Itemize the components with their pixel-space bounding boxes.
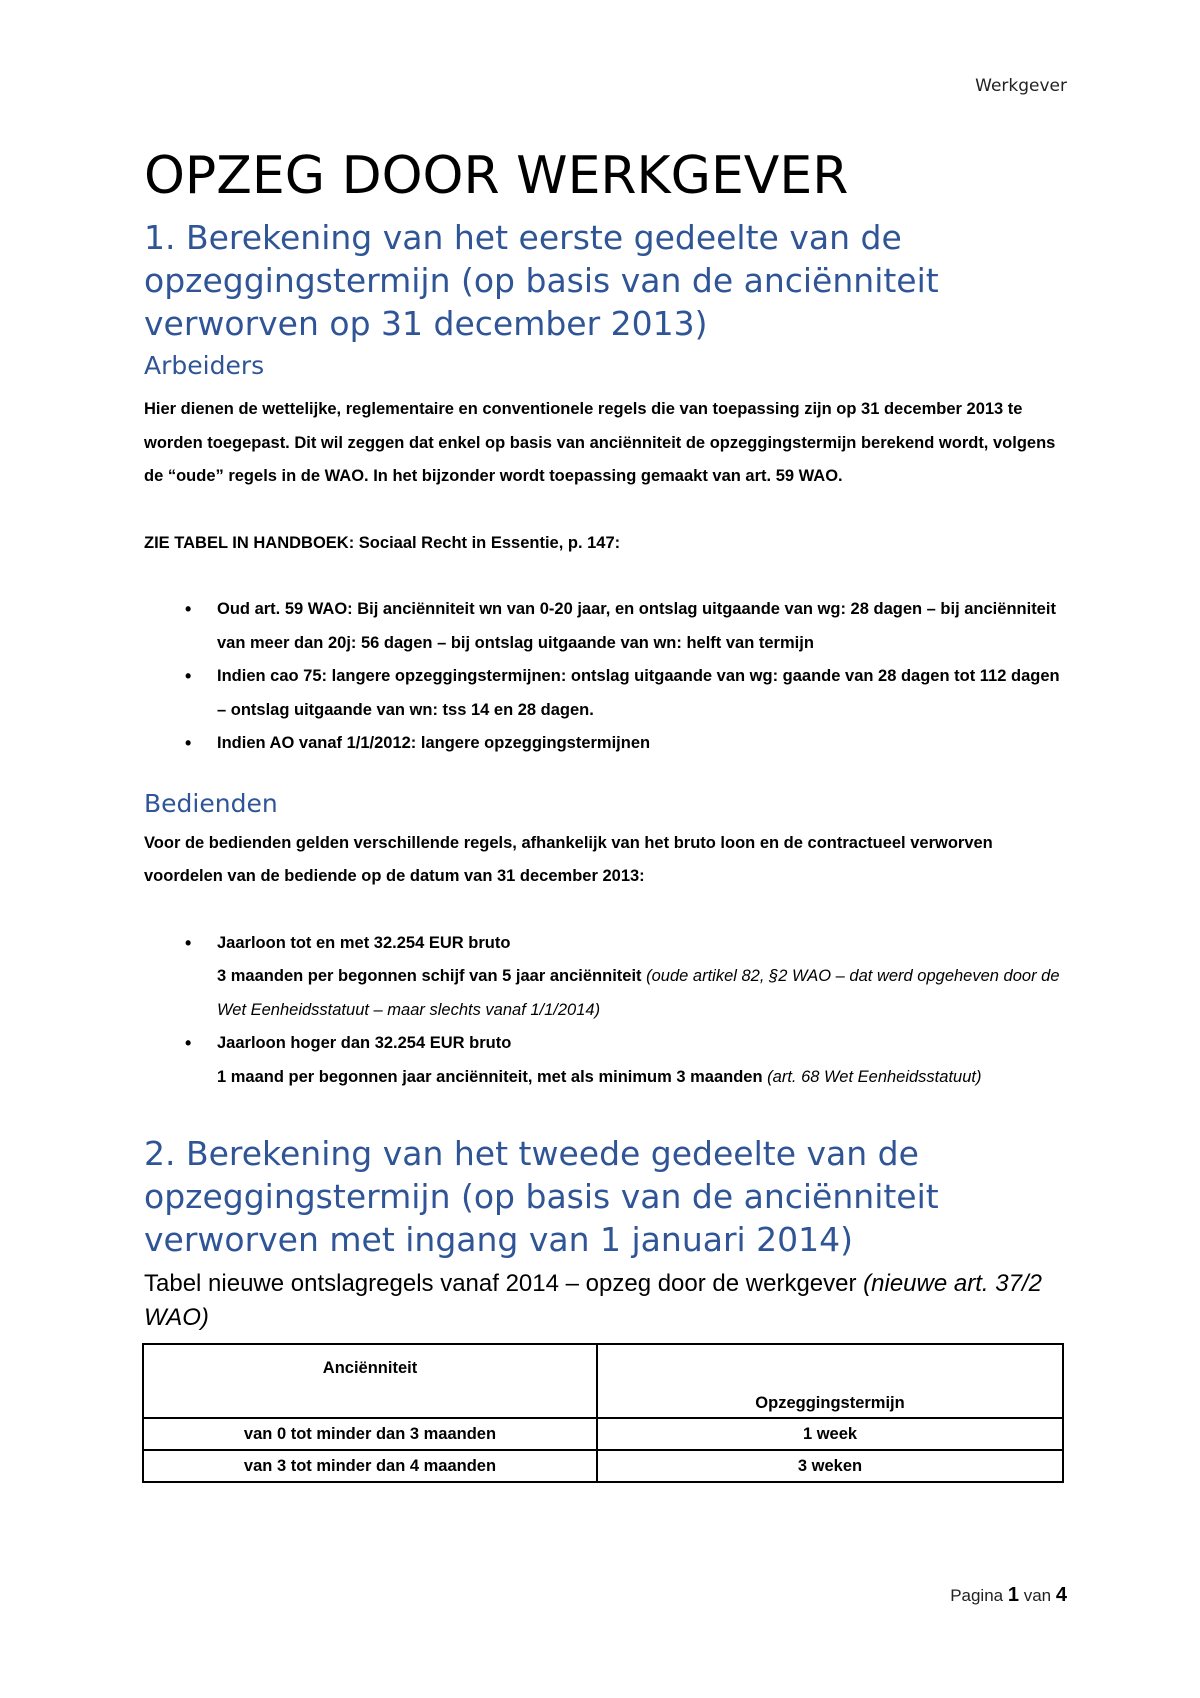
page-header: Werkgever: [975, 76, 1067, 96]
document-title: OPZEG DOOR WERKGEVER: [144, 146, 849, 206]
table-cell: 1 week: [597, 1418, 1063, 1450]
total-page-count: 4: [1055, 1584, 1067, 1606]
section-1-heading: 1. Berekening van het eerste gedeelte van de opzeggingstermijn (op basis van de anciënniteit verworven op 31 december 2013): [144, 218, 939, 343]
arbeiders-intro: Hier dienen de wettelijke, reglementaire en conventionele regels die van toepassing zijn op 31 december 2013 te worden toegepast. Dit wil zeggen dat enkel op basis van anciënniteit de opzeggingstermijn berekend wordt, volgens de “oude” regels in de WAO. In het bijzonder wordt toepassing gemaakt van art. 59 WAO.: [144, 400, 1056, 485]
table-cell: van 3 tot minder dan 4 maanden: [143, 1450, 597, 1482]
table-title: Tabel nieuwe ontslagregels vanaf 2014 – opzeg door de werkgever (nieuwe art. 37/2 WAO): [144, 1270, 1042, 1331]
bullet-icon: •: [185, 733, 192, 753]
section-2-heading: 2. Berekening van het tweede gedeelte van de opzeggingstermijn (op basis van de anciënniteit verworven met ingang van 1 januari 2014): [144, 1134, 939, 1259]
bedienden-intro: Voor de bedienden gelden verschillende regels, afhankelijk van het bruto loon en de contractueel verworven voordelen van de bediende op de datum van 31 december 2013:: [144, 833, 993, 885]
current-page-number: 1: [1007, 1584, 1019, 1606]
table-cell: van 0 tot minder dan 3 maanden: [143, 1418, 597, 1450]
bullet-icon: •: [185, 932, 192, 953]
bullet-icon: •: [185, 1033, 192, 1053]
handbook-reference: ZIE TABEL IN HANDBOEK: Sociaal Recht in Essentie, p. 147:: [144, 533, 621, 552]
bedienden-bullet-list: [144, 927, 1064, 1095]
document-body: [144, 144, 1064, 1483]
notice-period-table: [142, 1343, 1064, 1483]
bullet-icon: •: [185, 599, 192, 619]
arbeiders-heading: Arbeiders: [144, 351, 265, 380]
bedienden-heading: Bedienden: [144, 788, 278, 818]
table-cell: 3 weken: [597, 1450, 1063, 1482]
table-header-cell: Anciënniteit: [143, 1344, 597, 1418]
list-item: • Indien AO vanaf 1/1/2012: langere opzeggingstermijnen: [144, 727, 1064, 761]
list-item: • Indien cao 75: langere opzeggingstermijnen: ontslag uitgaande van wg: gaande van 28 dagen tot 112 dagen – ontslag uitgaande van wn: tss 14 en 28 dagen.: [144, 660, 1064, 727]
list-item: • Jaarloon tot en met 32.254 EUR bruto 3 maanden per begonnen schijf van 5 jaar anciënniteit (oude artikel 82, §2 WAO – dat werd opgeheven door de Wet Eenheidsstatuut – maar slechts vanaf 1/1/2014): [144, 927, 1064, 1028]
table-row: [143, 1450, 1063, 1482]
arbeiders-bullet-list: [144, 593, 1064, 761]
table-header-cell: Opzeggingstermijn: [597, 1344, 1063, 1418]
bullet-icon: •: [185, 666, 192, 686]
table-row: [143, 1418, 1063, 1450]
page-footer: Pagina 1 van 4: [950, 1584, 1067, 1606]
table-header-row: [143, 1344, 1063, 1418]
list-item: • Oud art. 59 WAO: Bij anciënniteit wn van 0-20 jaar, en ontslag uitgaande van wg: 28 dagen – bij anciënniteit van meer dan 20j: 56 dagen – bij ontslag uitgaande van wn: helft van termijn: [144, 593, 1064, 660]
list-item: • Jaarloon hoger dan 32.254 EUR bruto 1 maand per begonnen jaar anciënniteit, met als minimum 3 maanden (art. 68 Wet Eenheidsstatuut): [144, 1027, 1064, 1094]
